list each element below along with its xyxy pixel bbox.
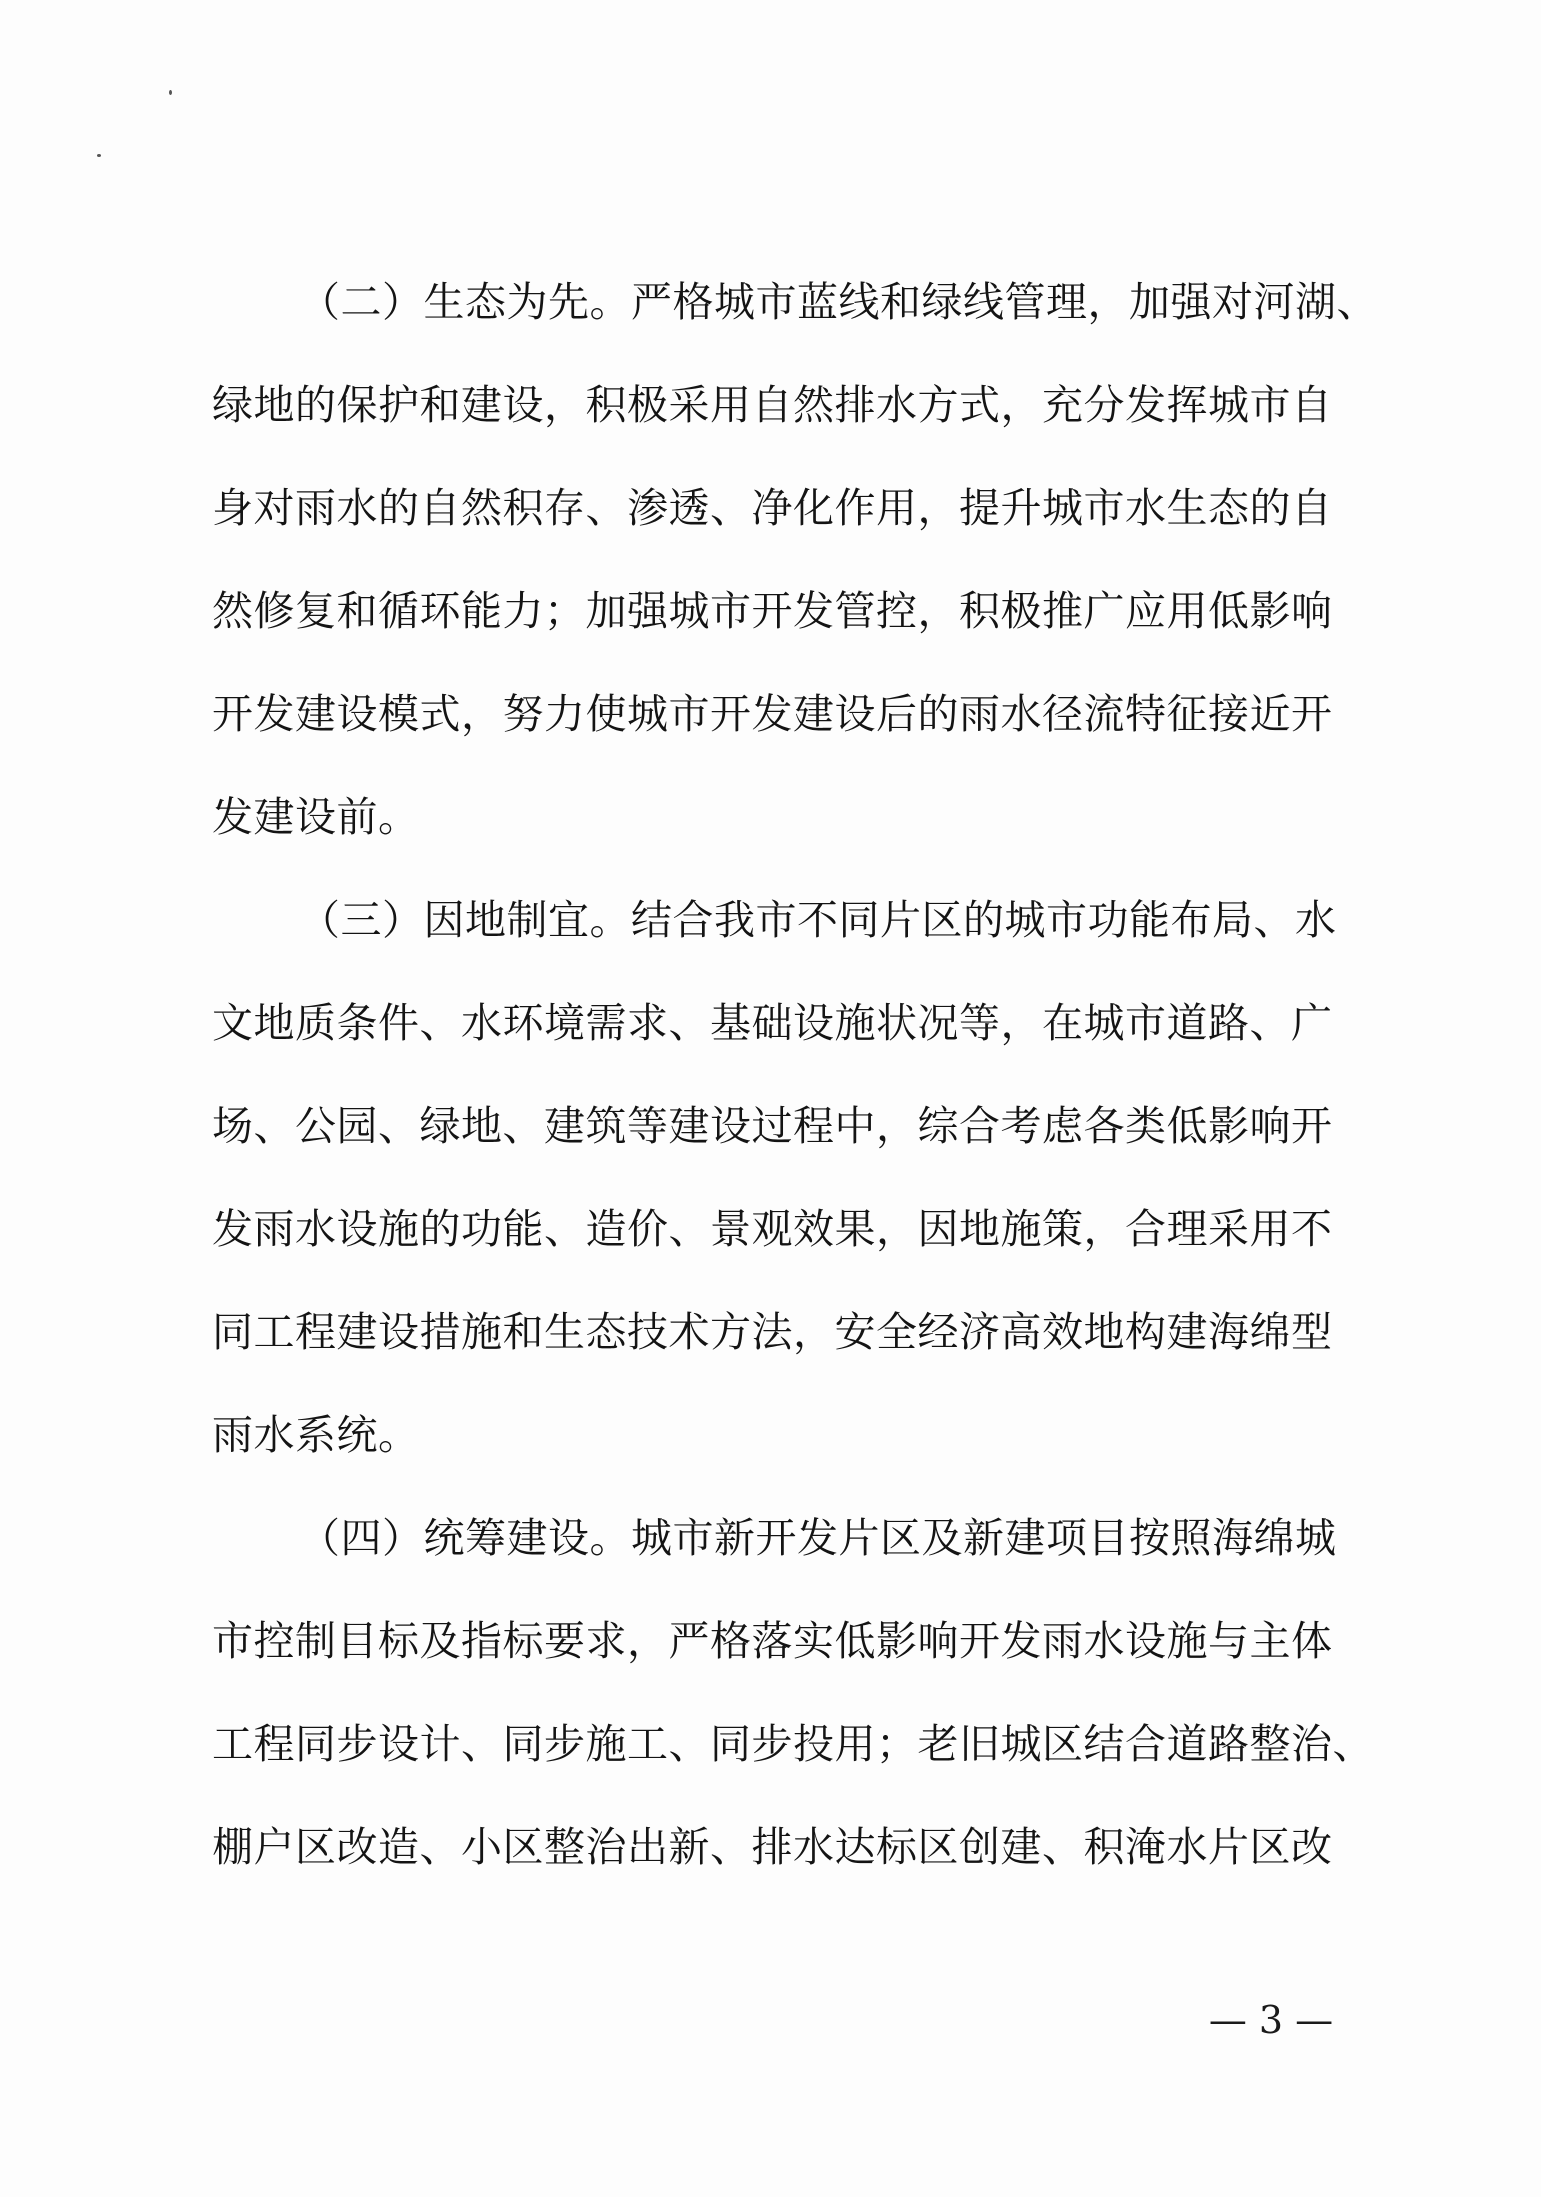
- paragraph-3-line-4: 发雨水设施的功能、造价、景观效果，因地施策，合理采用不: [212, 1205, 1333, 1253]
- paragraph-3-line-6: 雨水系统。: [212, 1411, 420, 1459]
- paragraph-3-line-2: 文地质条件、水环境需求、基础设施状况等，在城市道路、广: [212, 999, 1333, 1047]
- scan-speck: [97, 154, 101, 157]
- paragraph-4-line-4: 棚户区改造、小区整治出新、排水达标区创建、积淹水片区改: [212, 1823, 1333, 1871]
- paragraph-2-line-1: （二）生态为先。严格城市蓝线和绿线管理，加强对河湖、: [299, 278, 1378, 326]
- paragraph-2-line-2: 绿地的保护和建设，积极采用自然排水方式，充分发挥城市自: [212, 381, 1333, 429]
- paragraph-4-line-2: 市控制目标及指标要求，严格落实低影响开发雨水设施与主体: [212, 1617, 1333, 1665]
- paragraph-2-line-6: 发建设前。: [212, 793, 420, 841]
- paragraph-2-line-4: 然修复和循环能力；加强城市开发管控，积极推广应用低影响: [212, 587, 1333, 635]
- paragraph-2-line-5: 开发建设模式，努力使城市开发建设后的雨水径流特征接近开: [212, 690, 1333, 738]
- scan-speck: [169, 90, 172, 95]
- paragraph-4-line-3: 工程同步设计、同步施工、同步投用；老旧城区结合道路整治、: [212, 1720, 1374, 1768]
- paragraph-3-line-5: 同工程建设措施和生态技术方法，安全经济高效地构建海绵型: [212, 1308, 1333, 1356]
- paragraph-4-line-1: （四）统筹建设。城市新开发片区及新建项目按照海绵城: [299, 1514, 1337, 1562]
- paragraph-3-line-3: 场、公园、绿地、建筑等建设过程中，综合考虑各类低影响开: [212, 1102, 1333, 1150]
- paragraph-2-line-3: 身对雨水的自然积存、渗透、净化作用，提升城市水生态的自: [212, 484, 1333, 532]
- paragraph-3-line-1: （三）因地制宜。结合我市不同片区的城市功能布局、水: [299, 896, 1337, 944]
- page-number: — 3 —: [1208, 1998, 1334, 2042]
